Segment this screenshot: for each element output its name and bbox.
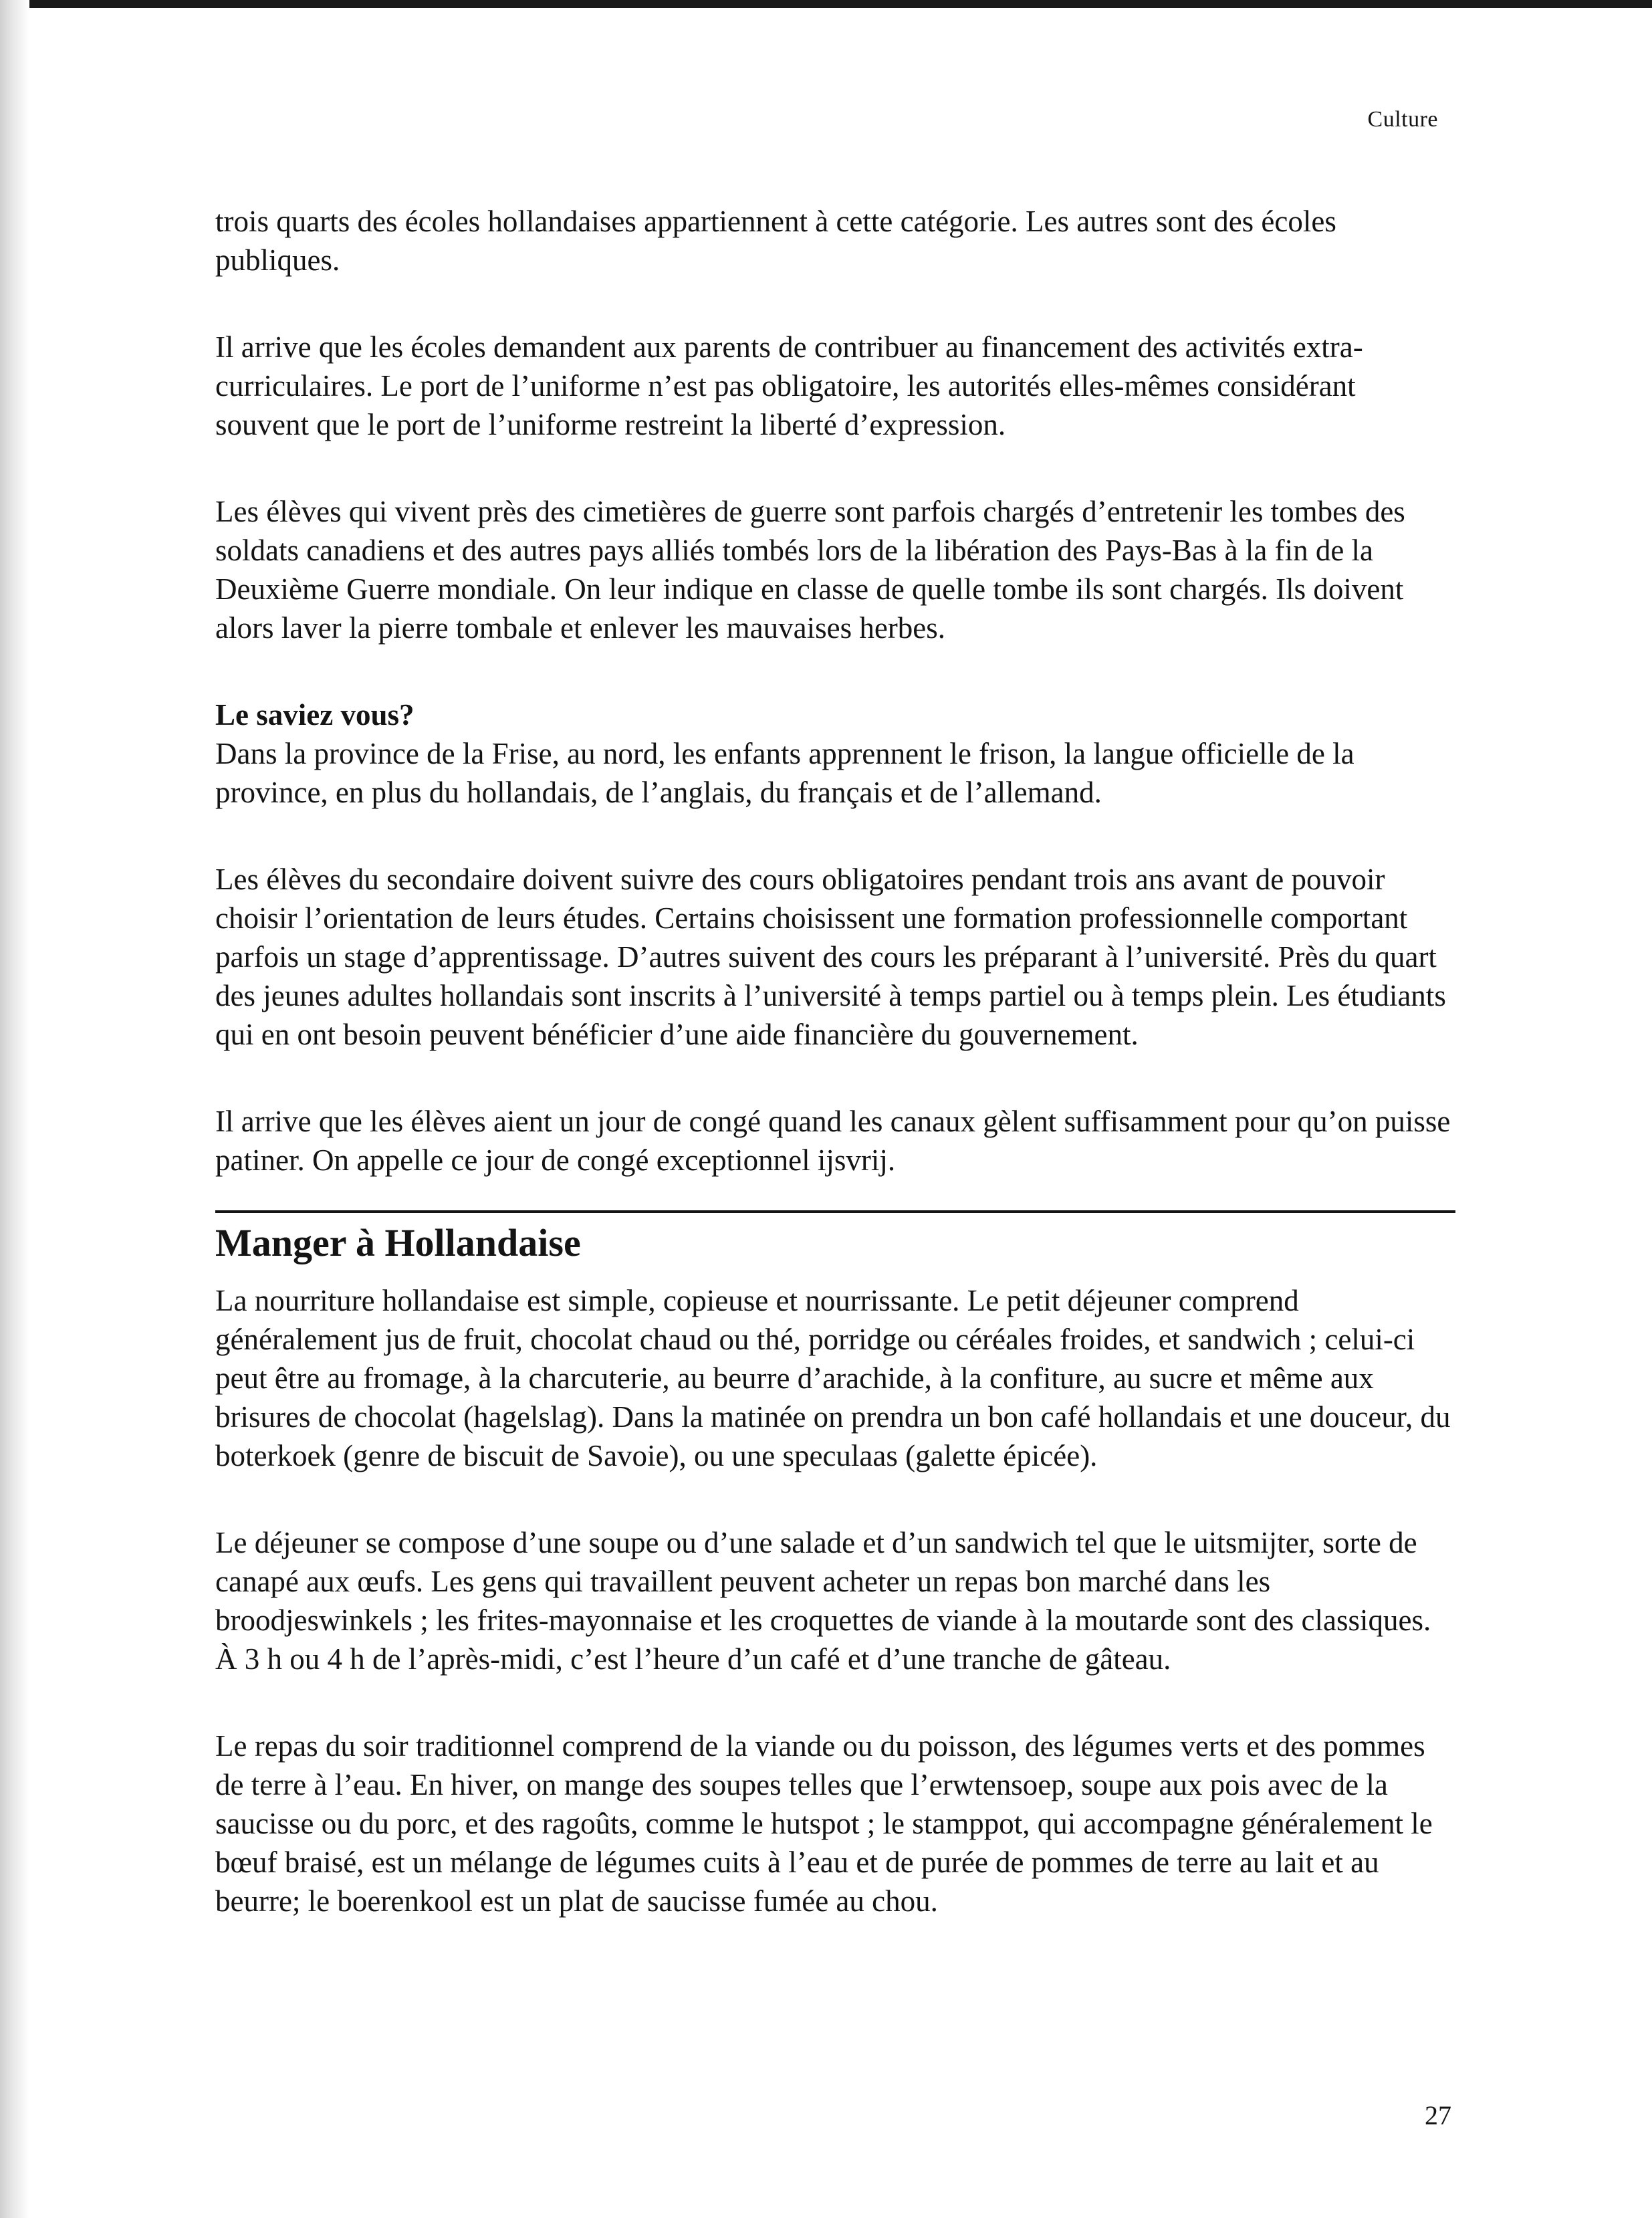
section-heading: Manger à Hollandaise (215, 1221, 581, 1264)
paragraph: trois quarts des écoles hollandaises appartiennent à cette catégorie. Les autres sont des écoles publiques. (215, 205, 1336, 277)
paragraph: Les élèves qui vivent près des cimetières de guerre sont parfois chargés d’entretenir les tombes des soldats canadiens et des autres pays alliés tombés lors de la libération des Pays-Bas à la fin de la Deuxième Guerre mondiale. On leur indique en classe de quelle tombe ils sont chargés. Ils doivent alors laver la pierre tombale et enlever les mauvaises herbes. (215, 495, 1405, 645)
paragraph: Le déjeuner se compose d’une soupe ou d’une salade et d’un sandwich tel que le uitsmijter, sorte de canapé aux œufs. Les gens qui travaillent peuvent acheter un repas bon marché dans les broodjeswinkels ; les frites-mayonnaise et les croquettes de viande à la moutarde sont des classiques. À 3 h ou 4 h de l’après-midi, c’est l’heure d’un café et d’une tranche de gâteau. (215, 1526, 1431, 1676)
paragraph: Il arrive que les élèves aient un jour de congé quand les canaux gèlent suffisamment pour qu’on puisse patiner. On appelle ce jour de congé exceptionnel ijsvrij. (215, 1105, 1451, 1177)
paragraph: Il arrive que les écoles demandent aux parents de contribuer au financement des activités extra-curriculaires. Le port de l’uniforme n’est pas obligatoire, les autorités elles-mêmes considérant souvent que le port de l’uniforme restreint la liberté d’expression. (215, 330, 1363, 441)
page-number: 27 (1425, 2100, 1451, 2130)
did-you-know-text: Dans la province de la Frise, au nord, les enfants apprennent le frison, la langue officielle de la province, en plus du hollandais, de l’anglais, du français et de l’allemand. (215, 737, 1354, 809)
page-content (215, 202, 1455, 1969)
paragraph: Les élèves du secondaire doivent suivre des cours obligatoires pendant trois ans avant de pouvoir choisir l’orientation de leurs études. Certains choisissent une formation professionnelle comportant parfois un stage d’apprentissage. D’autres suivent des cours les préparant à l’université. Près du quart des jeunes adultes hollandais sont inscrits à l’université à temps partiel ou à temps plein. Les étudiants qui en ont besoin peuvent bénéficier d’une aide financière du gouvernement. (215, 863, 1446, 1051)
running-head: Culture (1367, 107, 1438, 132)
scan-top-edge (0, 0, 1652, 8)
section-rule (215, 1210, 1455, 1213)
paragraph: Le repas du soir traditionnel comprend de la viande ou du poisson, des légumes verts et des pommes de terre à l’eau. En hiver, on mange des soupes telles que l’erwtensoep, soupe aux pois avec de la saucisse ou du porc, et des ragoûts, comme le hutspot ; le stamppot, qui accompagne généralement le bœuf braisé, est un mélange de légumes cuits à l’eau et de purée de pommes de terre au lait et au beurre; le boerenkool est un plat de saucisse fumée au chou. (215, 1729, 1433, 1918)
scan-left-edge (0, 0, 29, 2218)
did-you-know-heading: Le saviez vous? (215, 698, 415, 732)
paragraph: La nourriture hollandaise est simple, copieuse et nourrissante. Le petit déjeuner comprend généralement jus de fruit, chocolat chaud ou thé, porridge ou céréales froides, et sandwich ; celui-ci peut être au fromage, à la charcuterie, au beurre d’arachide, à la confiture, au sucre et même aux brisures de chocolat (hagelslag). Dans la matinée on prendra un bon café hollandais et une douceur, du boterkoek (genre de biscuit de Savoie), ou une speculaas (galette épicée). (215, 1284, 1451, 1472)
